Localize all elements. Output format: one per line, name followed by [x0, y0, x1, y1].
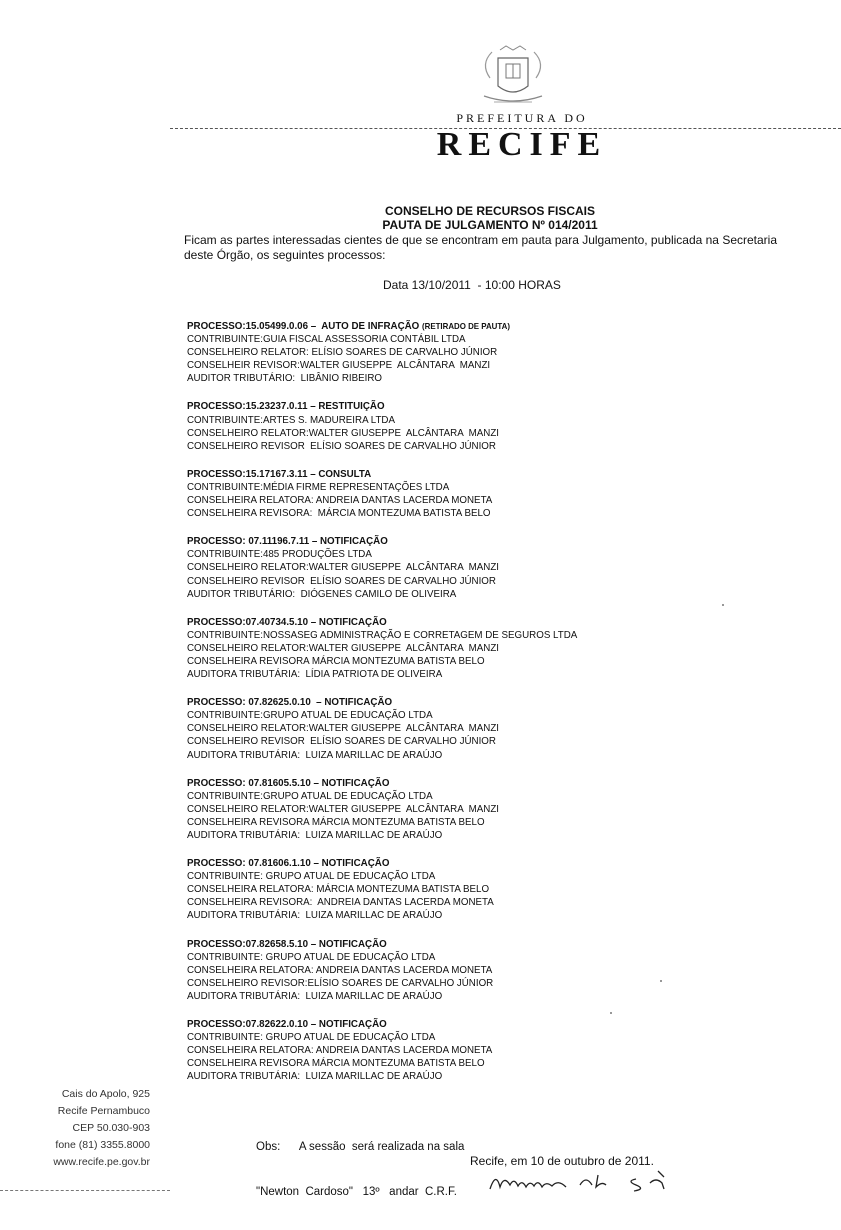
process-detail-line: CONSELHEIRO REVISOR:ELÍSIO SOARES DE CARVALHO JÚNIOR	[187, 976, 494, 989]
signature-date: Recife, em 10 de outubro de 2011.	[470, 1154, 654, 1168]
footer-divider	[0, 1190, 170, 1191]
process-entry	[187, 616, 787, 681]
process-detail-line: CONTRIBUINTE:MÉDIA FIRME REPRESENTAÇÕES LTDA	[187, 480, 450, 493]
process-title	[187, 535, 745, 548]
process-detail-line: AUDITORA TRIBUTÁRIA: LÍDIA PATRIOTA DE OLIVEIRA	[187, 668, 443, 681]
process-title	[187, 857, 745, 870]
process-detail-line: CONSELHEIRA RELATORA: MÁRCIA MONTEZUMA BATISTA BELO	[187, 883, 490, 896]
process-detail-line: CONSELHEIRO REVISOR ELÍSIO SOARES DE CARVALHO JÚNIOR	[187, 439, 496, 452]
city-seal-icon	[476, 44, 550, 110]
address-line: CEP 50.030-903	[72, 1122, 150, 1134]
process-detail-line: CONTRIBUINTE: GRUPO ATUAL DE EDUCAÇÃO LTDA	[187, 950, 436, 963]
process-note: (RETIRADO DE PAUTA)	[421, 321, 510, 331]
process-title	[187, 1018, 745, 1031]
process-number-type: PROCESSO:15.23237.0.11 – RESTITUIÇÃO	[187, 400, 385, 413]
council-name: CONSELHO DE RECURSOS FISCAIS	[384, 204, 596, 218]
process-entry	[187, 535, 787, 600]
process-detail-line: AUDITORA TRIBUTÁRIA: LUIZA MARILLAC DE ARAÚJO	[187, 748, 443, 761]
agenda-number: PAUTA DE JULGAMENTO Nº 014/2011	[382, 218, 598, 232]
process-detail-line: CONSELHEIRO REVISOR ELÍSIO SOARES DE CARVALHO JÚNIOR	[187, 735, 496, 748]
process-detail-line: CONSELHEIRA REVISORA: ANDREIA DANTAS LACERDA MONETA	[187, 896, 494, 909]
process-detail-line: CONSELHEIRO RELATOR: ELÍSIO SOARES DE CARVALHO JÚNIOR	[187, 346, 498, 359]
process-detail-line: CONTRIBUINTE:GRUPO ATUAL DE EDUCAÇÃO LTDA	[187, 789, 433, 802]
address-line: Recife Pernambuco	[57, 1105, 150, 1117]
process-number-type: PROCESSO: 07.81605.5.10 – NOTIFICAÇÃO	[187, 776, 390, 789]
session-date: Data 13/10/2011 - 10:00 HORAS	[383, 278, 561, 292]
process-detail-line: CONSELHEIRO RELATOR:WALTER GIUSEPPE ALCÂNTARA MANZI	[187, 802, 500, 815]
session-note-line: "Newton Cardoso" 13º andar C.R.F.	[256, 1186, 457, 1198]
process-detail-line: AUDITORA TRIBUTÁRIA: LUIZA MARILLAC DE ARAÚJO	[187, 829, 443, 841]
session-note-line: Obs: A sessão será realizada na sala	[256, 1141, 465, 1153]
footer-address	[22, 1086, 150, 1171]
process-detail-line: CONSELHEIRA RELATORA: ANDREIA DANTAS LACERDA MONETA	[187, 963, 493, 976]
process-detail-line: CONTRIBUINTE: GRUPO ATUAL DE EDUCAÇÃO LTDA	[187, 1031, 436, 1044]
document-heading	[300, 204, 680, 232]
process-title	[187, 777, 745, 790]
process-title	[187, 400, 745, 413]
process-title	[187, 938, 745, 951]
process-entry	[187, 400, 787, 452]
process-detail-line: CONSELHEIRA REVISORA MÁRCIA MONTEZUMA BATISTA BELO	[187, 1057, 485, 1070]
process-detail-line: CONSELHEIRA REVISORA MÁRCIA MONTEZUMA BATISTA BELO	[187, 815, 485, 828]
process-number-type: PROCESSO: 07.11196.7.11 – NOTIFICAÇÃO	[187, 535, 388, 548]
scan-speck	[722, 604, 724, 606]
process-detail-line: CONSELHEIRA RELATORA: ANDREIA DANTAS LACERDA MONETA	[187, 1044, 493, 1057]
process-number-type: PROCESSO: 07.82625.0.10 – NOTIFICAÇÃO	[187, 696, 393, 709]
process-title	[187, 320, 745, 333]
process-number-type: PROCESSO: 07.81606.1.10 – NOTIFICAÇÃO	[187, 857, 390, 870]
address-line: Cais do Apolo, 925	[61, 1088, 150, 1100]
process-detail-line: CONSELHEIRA REVISORA MÁRCIA MONTEZUMA BATISTA BELO	[187, 654, 485, 667]
process-detail-line: CONSELHEIRO REVISOR ELÍSIO SOARES DE CARVALHO JÚNIOR	[187, 574, 496, 587]
process-detail-line: CONSELHEIRO RELATOR:WALTER GIUSEPPE ALCÂNTARA MANZI	[187, 426, 500, 439]
session-note	[256, 1110, 464, 1230]
process-title	[187, 696, 745, 709]
process-detail-line: CONSELHEIR REVISOR:WALTER GIUSEPPE ALCÂNTARA MANZI	[187, 359, 491, 372]
handwritten-signature	[486, 1167, 696, 1197]
process-number-type: PROCESSO:07.40734.5.10 – NOTIFICAÇÃO	[187, 615, 387, 628]
process-detail-line: AUDITOR TRIBUTÁRIO: LIBÂNIO RIBEIRO	[187, 372, 382, 385]
process-detail-line: AUDITORA TRIBUTÁRIA: LUIZA MARILLAC DE ARAÚJO	[187, 989, 443, 1002]
process-detail-line: CONSELHEIRA RELATORA: ANDREIA DANTAS LACERDA MONETA	[187, 494, 493, 507]
process-detail-line: CONTRIBUINTE: GRUPO ATUAL DE EDUCAÇÃO LTDA	[187, 870, 436, 883]
process-title	[187, 616, 745, 629]
process-entry	[187, 696, 787, 761]
process-number-type: PROCESSO:07.82622.0.10 – NOTIFICAÇÃO	[187, 1018, 387, 1031]
process-entry	[187, 857, 787, 922]
scan-speck	[660, 980, 662, 982]
process-title	[187, 468, 745, 481]
process-detail-line: CONSELHEIRO RELATOR:WALTER GIUSEPPE ALCÂNTARA MANZI	[187, 561, 500, 574]
process-entry	[187, 777, 787, 842]
process-list	[187, 320, 787, 1099]
process-detail-line: CONSELHEIRO RELATOR:WALTER GIUSEPPE ALCÂNTARA MANZI	[187, 641, 500, 654]
process-number-type: PROCESSO:07.82658.5.10 – NOTIFICAÇÃO	[187, 937, 387, 950]
process-detail-line: CONTRIBUINTE:GUIA FISCAL ASSESSORIA CONTÁBIL LTDA	[187, 333, 466, 346]
prefeitura-label: PREFEITURA DO	[456, 111, 588, 125]
process-detail-line: CONTRIBUINTE:NOSSASEG ADMINISTRAÇÃO E CORRETAGEM DE SEGUROS LTDA	[187, 628, 578, 641]
process-detail-line: AUDITORA TRIBUTÁRIA: LUIZA MARILLAC DE ARAÚJO	[187, 1070, 443, 1083]
address-line: fone (81) 3355.8000	[55, 1139, 150, 1151]
process-detail-line: CONSELHEIRO RELATOR:WALTER GIUSEPPE ALCÂNTARA MANZI	[187, 722, 500, 735]
city-title: RECIFE	[436, 126, 608, 163]
process-entry	[187, 938, 787, 1003]
process-entry	[187, 468, 787, 520]
process-detail-line: CONTRIBUINTE:485 PRODUÇÕES LTDA	[187, 548, 372, 561]
process-entry	[187, 1018, 787, 1083]
process-number-type: PROCESSO:15.17167.3.11 – CONSULTA	[187, 467, 372, 480]
scan-speck	[610, 1012, 612, 1014]
intro-paragraph: Ficam as partes interessadas cientes de que se encontram em pauta para Julgamento, publicada na Secretaria deste Órgão, os seguintes processos:	[184, 233, 778, 262]
process-entry	[187, 320, 787, 385]
process-detail-line: CONSELHEIRA REVISORA: MÁRCIA MONTEZUMA BATISTA BELO	[187, 507, 491, 520]
process-detail-line: AUDITOR TRIBUTÁRIO: DIÓGENES CAMILO DE OLIVEIRA	[187, 587, 457, 600]
process-detail-line: CONTRIBUINTE:ARTES S. MADUREIRA LTDA	[187, 413, 396, 426]
process-detail-line: AUDITORA TRIBUTÁRIA: LUIZA MARILLAC DE ARAÚJO	[187, 909, 443, 922]
process-detail-line: CONTRIBUINTE:GRUPO ATUAL DE EDUCAÇÃO LTDA	[187, 709, 433, 722]
process-number-type: PROCESSO:15.05499.0.06 – AUTO DE INFRAÇÃO	[187, 320, 422, 332]
address-line: www.recife.pe.gov.br	[53, 1156, 150, 1168]
